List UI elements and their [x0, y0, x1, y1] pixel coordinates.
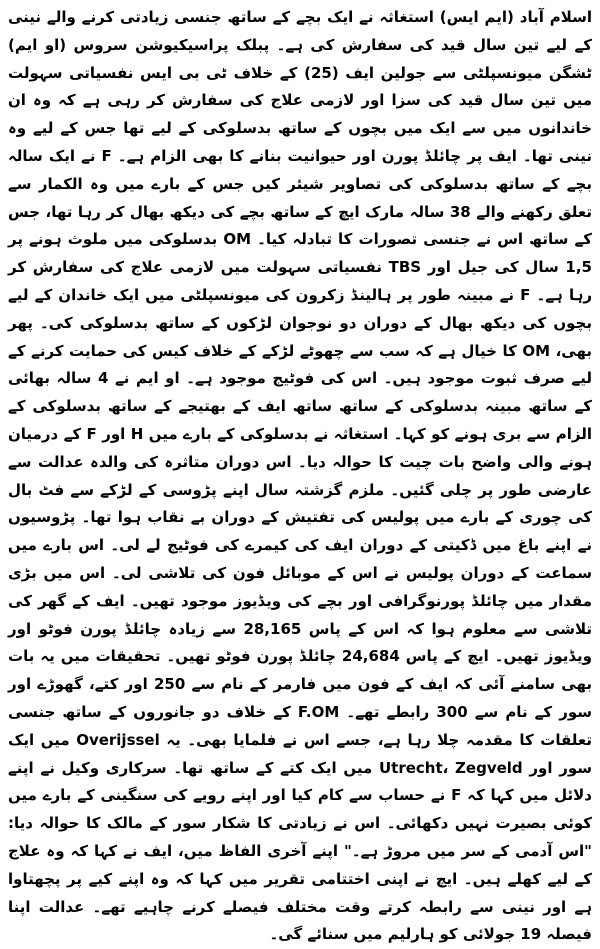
- article-paragraph: اسلام آباد (ایم ایس) استغاثہ نے ایک بچے کے ساتھ جنسی زیادتی کرنے والے نینی کے لیے تین سال قید کی سفارش کی ہے۔ پبلک پراسیکیوشن سروس (او ایم) ٹشگن میونسپلٹی سے جولین ایف (25) کے خلاف ٹی بی ایس نفسیاتی سہولت میں تین سال قید کی سزا اور لازمی علاج کی سفارش کر رہی ہے کہ وہ ان خاندانوں میں سے ایک میں بچوں کے ساتھ بدسلوکی کے لیے تھا جس کے لیے وہ نینی تھا۔ ایف پر چائلڈ پورن اور حیوانیت بنانے کا بھی الزام ہے۔ F نے ایک سالہ بچے کے ساتھ بدسلوکی کی تصاویر شیئر کیں جس کے بارے میں وہ الکمار سے تعلق رکھنے والے 38 سالہ مارک ایچ کے ساتھ بچے کی دیکھ بھال کر رہا تھا، جس کے ساتھ اس نے جنسی تصورات کا تبادلہ کیا۔ OM بدسلوکی میں ملوث ہونے پر 1,5 سال کی جیل اور TBS نفسیاتی سہولت میں لازمی علاج کی سفارش کر رہا ہے۔ F نے مبینہ طور پر ہالینڈ زکرون کی میونسپلٹی میں ایک خاندان کے لیے بچوں کی دیکھ بھال کے دوران دو نوجوان لڑکوں کے ساتھ بدسلوکی کی۔ پھر بھی، OM کا خیال ہے کہ سب سے چھوٹے لڑکے کے خلاف کیس کی حمایت کرنے کے لیے صرف ثبوت موجود ہیں۔ اس کی فوٹیج موجود ہے۔ او ایم نے 4 سالہ بھائی کے ساتھ مبینہ بدسلوکی کے ساتھ ساتھ ایف کے بھتیجے کے ساتھ بدسلوکی کے الزام سے بری ہونے کو کہا۔ استغاثہ نے بدسلوکی کے بارے میں H اور F کے درمیان ہونے والی واضح بات چیت کا حوالہ دیا۔ اس دوران متاثرہ کی والدہ عدالت سے عارضی طور پر چلی گئیں۔ ملزم گزشتہ سال اپنے پڑوسی کے لڑکے سے فٹ بال کی چوری کے بارے میں پولیس کی تفتیش کے دوران بے نقاب ہوا تھا۔ پڑوسیوں نے اپنے باغ میں ڈکیتی کے دوران ایف کی کیمرے کی فوٹیج لے لی۔ اس بارے میں سماعت کے دوران پولیس نے اس کے موبائل فون کی تلاشی لی۔ اس میں بڑی مقدار میں چائلڈ پورنوگرافی اور بچے کی ویڈیوز موجود تھیں۔ ایف کے گھر کی تلاشی سے معلوم ہوا کہ اس کے پاس 28,165 سے زیادہ چائلڈ پورن فوٹو اور ویڈیوز تھیں۔ ایچ کے پاس 24,684 چائلڈ پورن فوٹو تھیں۔ تحقیقات میں یہ بات بھی سامنے آئی کہ ایف کے فون میں فارمر کے نام سے 250 اور کتے، گھوڑے اور سور کے نام سے 300 رابطے تھے۔ F.OM کے خلاف دو جانوروں کے ساتھ جنسی تعلقات کا مقدمہ چلا رہا ہے، جسے اس نے فلمایا بھی۔ یہ Overijssel میں ایک سور اور Utrecht، Zegveld میں ایک کتے کے ساتھ تھا۔ سرکاری وکیل نے اپنے دلائل میں کہا کہ F نے حساب سے کام کیا اور اپنے رویے کی سنگینی کے بارے میں کوئی بصیرت نہیں دکھائی۔ اس نے زیادتی کا شکار سور کے مالک کا حوالہ دیا: "اس آدمی کے سر میں مروڑ ہے۔" اپنے آخری الفاظ میں، ایف نے کہا کہ وہ علاج کے لیے کھلے ہیں۔ ایچ نے اپنی اختتامی تقریر میں کہا کہ وہ اپنے کیے پر پچھتاوا ہے اور نینی سے رابطہ کرتے وقت مختلف فیصلے کرنے چاہیے تھے۔ عدالت اپنا فیصلہ 19 جولائی کو ہارلیم میں سنائے گی۔: [8, 8, 593, 944]
